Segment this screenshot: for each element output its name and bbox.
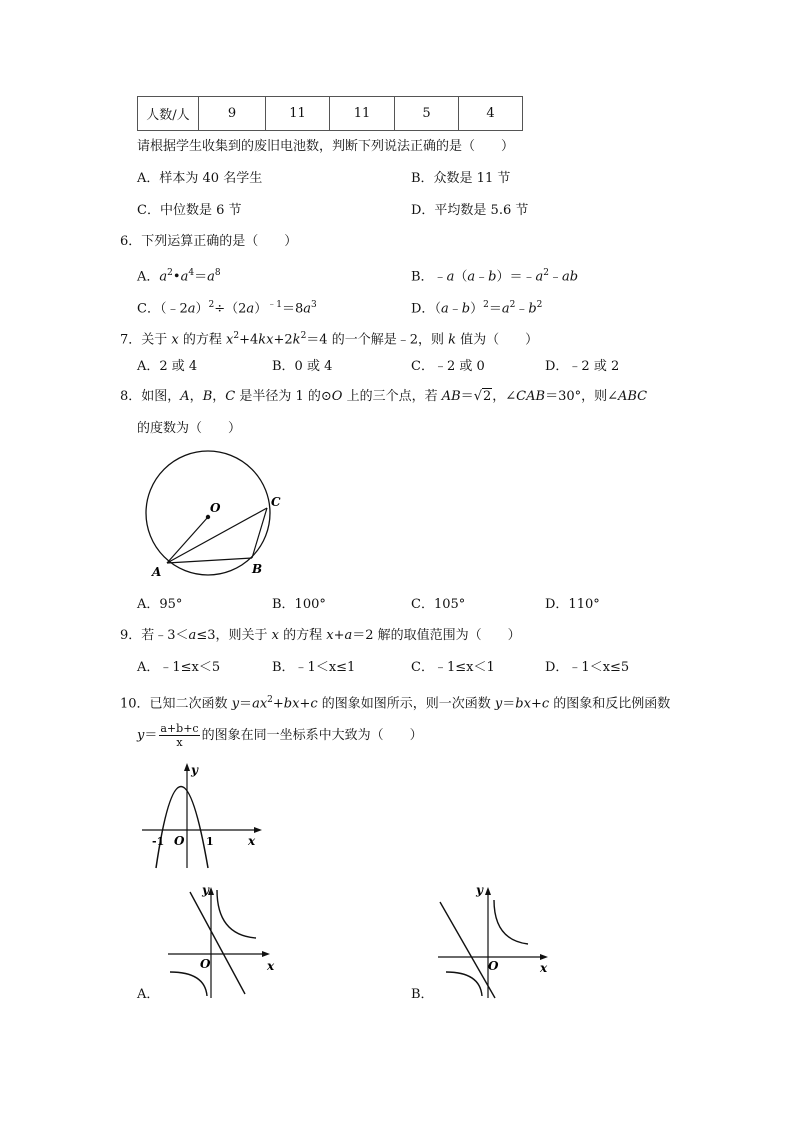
- q8-option-b: B．100°: [272, 597, 326, 612]
- q9-option-b: B．﹣1＜x≤1: [272, 660, 356, 675]
- q9-option-d: D．﹣1＜x≤5: [545, 660, 630, 675]
- hyperbola-branch-q3: [170, 972, 207, 996]
- q5-option-b: B．众数是 11 节: [411, 171, 511, 186]
- q9-stem: 9．若﹣3＜a≤3，则关于 x 的方程 x+a＝2 解的取值范围为（ ）: [120, 628, 521, 643]
- x-label: x: [267, 959, 275, 973]
- x-arrow-icon: [254, 827, 262, 833]
- x-label: x: [540, 961, 548, 975]
- q8-option-d: D．110°: [545, 597, 600, 612]
- q10-option-b-label: B．: [411, 987, 434, 1002]
- q7-option-c: C．﹣2 或 0: [411, 359, 485, 374]
- table-cell: 5: [395, 97, 459, 131]
- x-label: x: [248, 834, 256, 848]
- q10-stem-line2: y＝ $\frac{a+b+c}{x}$ 的图象在同一坐标系中大致为（ ）: [137, 722, 423, 749]
- q8-option-c: C．105°: [411, 597, 466, 612]
- y-arrow-icon: [184, 763, 190, 771]
- hyperbola-branch-q1: [217, 890, 256, 938]
- q6-option-b: B．$﹣a(a﹣b)=﹣a^2﹣ab$: [411, 268, 579, 285]
- origin-label: O: [488, 959, 499, 973]
- q7-option-a: A．2 或 4: [137, 359, 198, 374]
- table-cell: 9: [199, 97, 266, 131]
- table-row-header: 人数/人: [138, 97, 199, 131]
- y-arrow-icon: [485, 887, 491, 895]
- tick-neg1: -1: [152, 835, 165, 848]
- y-label: y: [476, 883, 483, 897]
- q8-stem-line2: 的度数为（ ）: [137, 421, 242, 436]
- q5-stem: 请根据学生收集到的废旧电池数，判断下列说法正确的是（ ）: [137, 139, 515, 154]
- radius-oa: [167, 517, 208, 563]
- q7-stem: 7．关于 x 的方程 $x^2+4kx+2k^2=4$ 的一个解是﹣2，则 k 值为（ ）: [120, 331, 539, 348]
- label-o: O: [210, 501, 221, 515]
- y-label: y: [191, 763, 198, 777]
- tick-1: 1: [206, 835, 214, 848]
- q7-option-b: B．0 或 4: [272, 359, 333, 374]
- y-label: y: [202, 883, 209, 897]
- linear-line: [440, 902, 495, 998]
- q7-option-d: D．﹣2 或 2: [545, 359, 620, 374]
- label-c: C: [271, 495, 281, 509]
- label-a: A: [152, 565, 162, 579]
- q9-option-c: C．﹣1≤x＜1: [411, 660, 495, 675]
- parabola-graph: [140, 760, 270, 872]
- q10-option-a-label: A．: [137, 987, 160, 1002]
- circle-o: [146, 451, 270, 575]
- origin-label: O: [174, 834, 185, 848]
- x-arrow-icon: [262, 951, 270, 957]
- q5-option-a: A．样本为 40 名学生: [137, 171, 263, 186]
- q6-option-a: A．$a^2•a^4=a^8$: [137, 268, 221, 285]
- parabola-curve: [156, 787, 208, 869]
- q8-option-a: A．95°: [137, 597, 183, 612]
- hyperbola-branch-q1: [494, 900, 528, 944]
- label-b: B: [252, 562, 263, 576]
- chord-ab: [167, 558, 252, 563]
- q6-option-c: C．$(﹣2a)^2\div(2a)^{﹣1}=8a^3$: [137, 300, 317, 317]
- hyperbola-branch-q3: [446, 972, 482, 996]
- table-cell: 11: [266, 97, 330, 131]
- q5-option-c: C．中位数是 6 节: [137, 203, 242, 218]
- battery-table: [137, 96, 523, 131]
- q6-stem: 6．下列运算正确的是（ ）: [120, 234, 298, 249]
- chord-ac: [167, 508, 267, 563]
- option-a-graph: [160, 880, 285, 1000]
- x-arrow-icon: [540, 954, 548, 960]
- fraction: $\frac{a+b+c}{x}$: [160, 722, 199, 749]
- q10-stem: 10．已知二次函数 $y=ax^2+bx+c$ 的图象如图所示，则一次函数 y＝bx+c 的图象和反比例函数: [120, 695, 671, 712]
- q5-option-d: D．平均数是 5.6 节: [411, 203, 529, 218]
- table-cell: 4: [459, 97, 523, 131]
- origin-label: O: [200, 957, 211, 971]
- q9-option-a: A．﹣1≤x＜5: [137, 660, 221, 675]
- circle-figure: [140, 448, 300, 583]
- q6-option-d: D．$(a﹣b)^2=a^2﹣b^2$: [411, 300, 543, 317]
- table-cell: 11: [330, 97, 395, 131]
- table-row: [138, 97, 523, 131]
- q8-stem: 8．如图，A，B，C 是半径为 1 的⊙O 上的三个点，若 AB＝√2，∠CAB＝30°，则∠ABC: [120, 389, 648, 404]
- option-b-graph: [432, 880, 562, 1000]
